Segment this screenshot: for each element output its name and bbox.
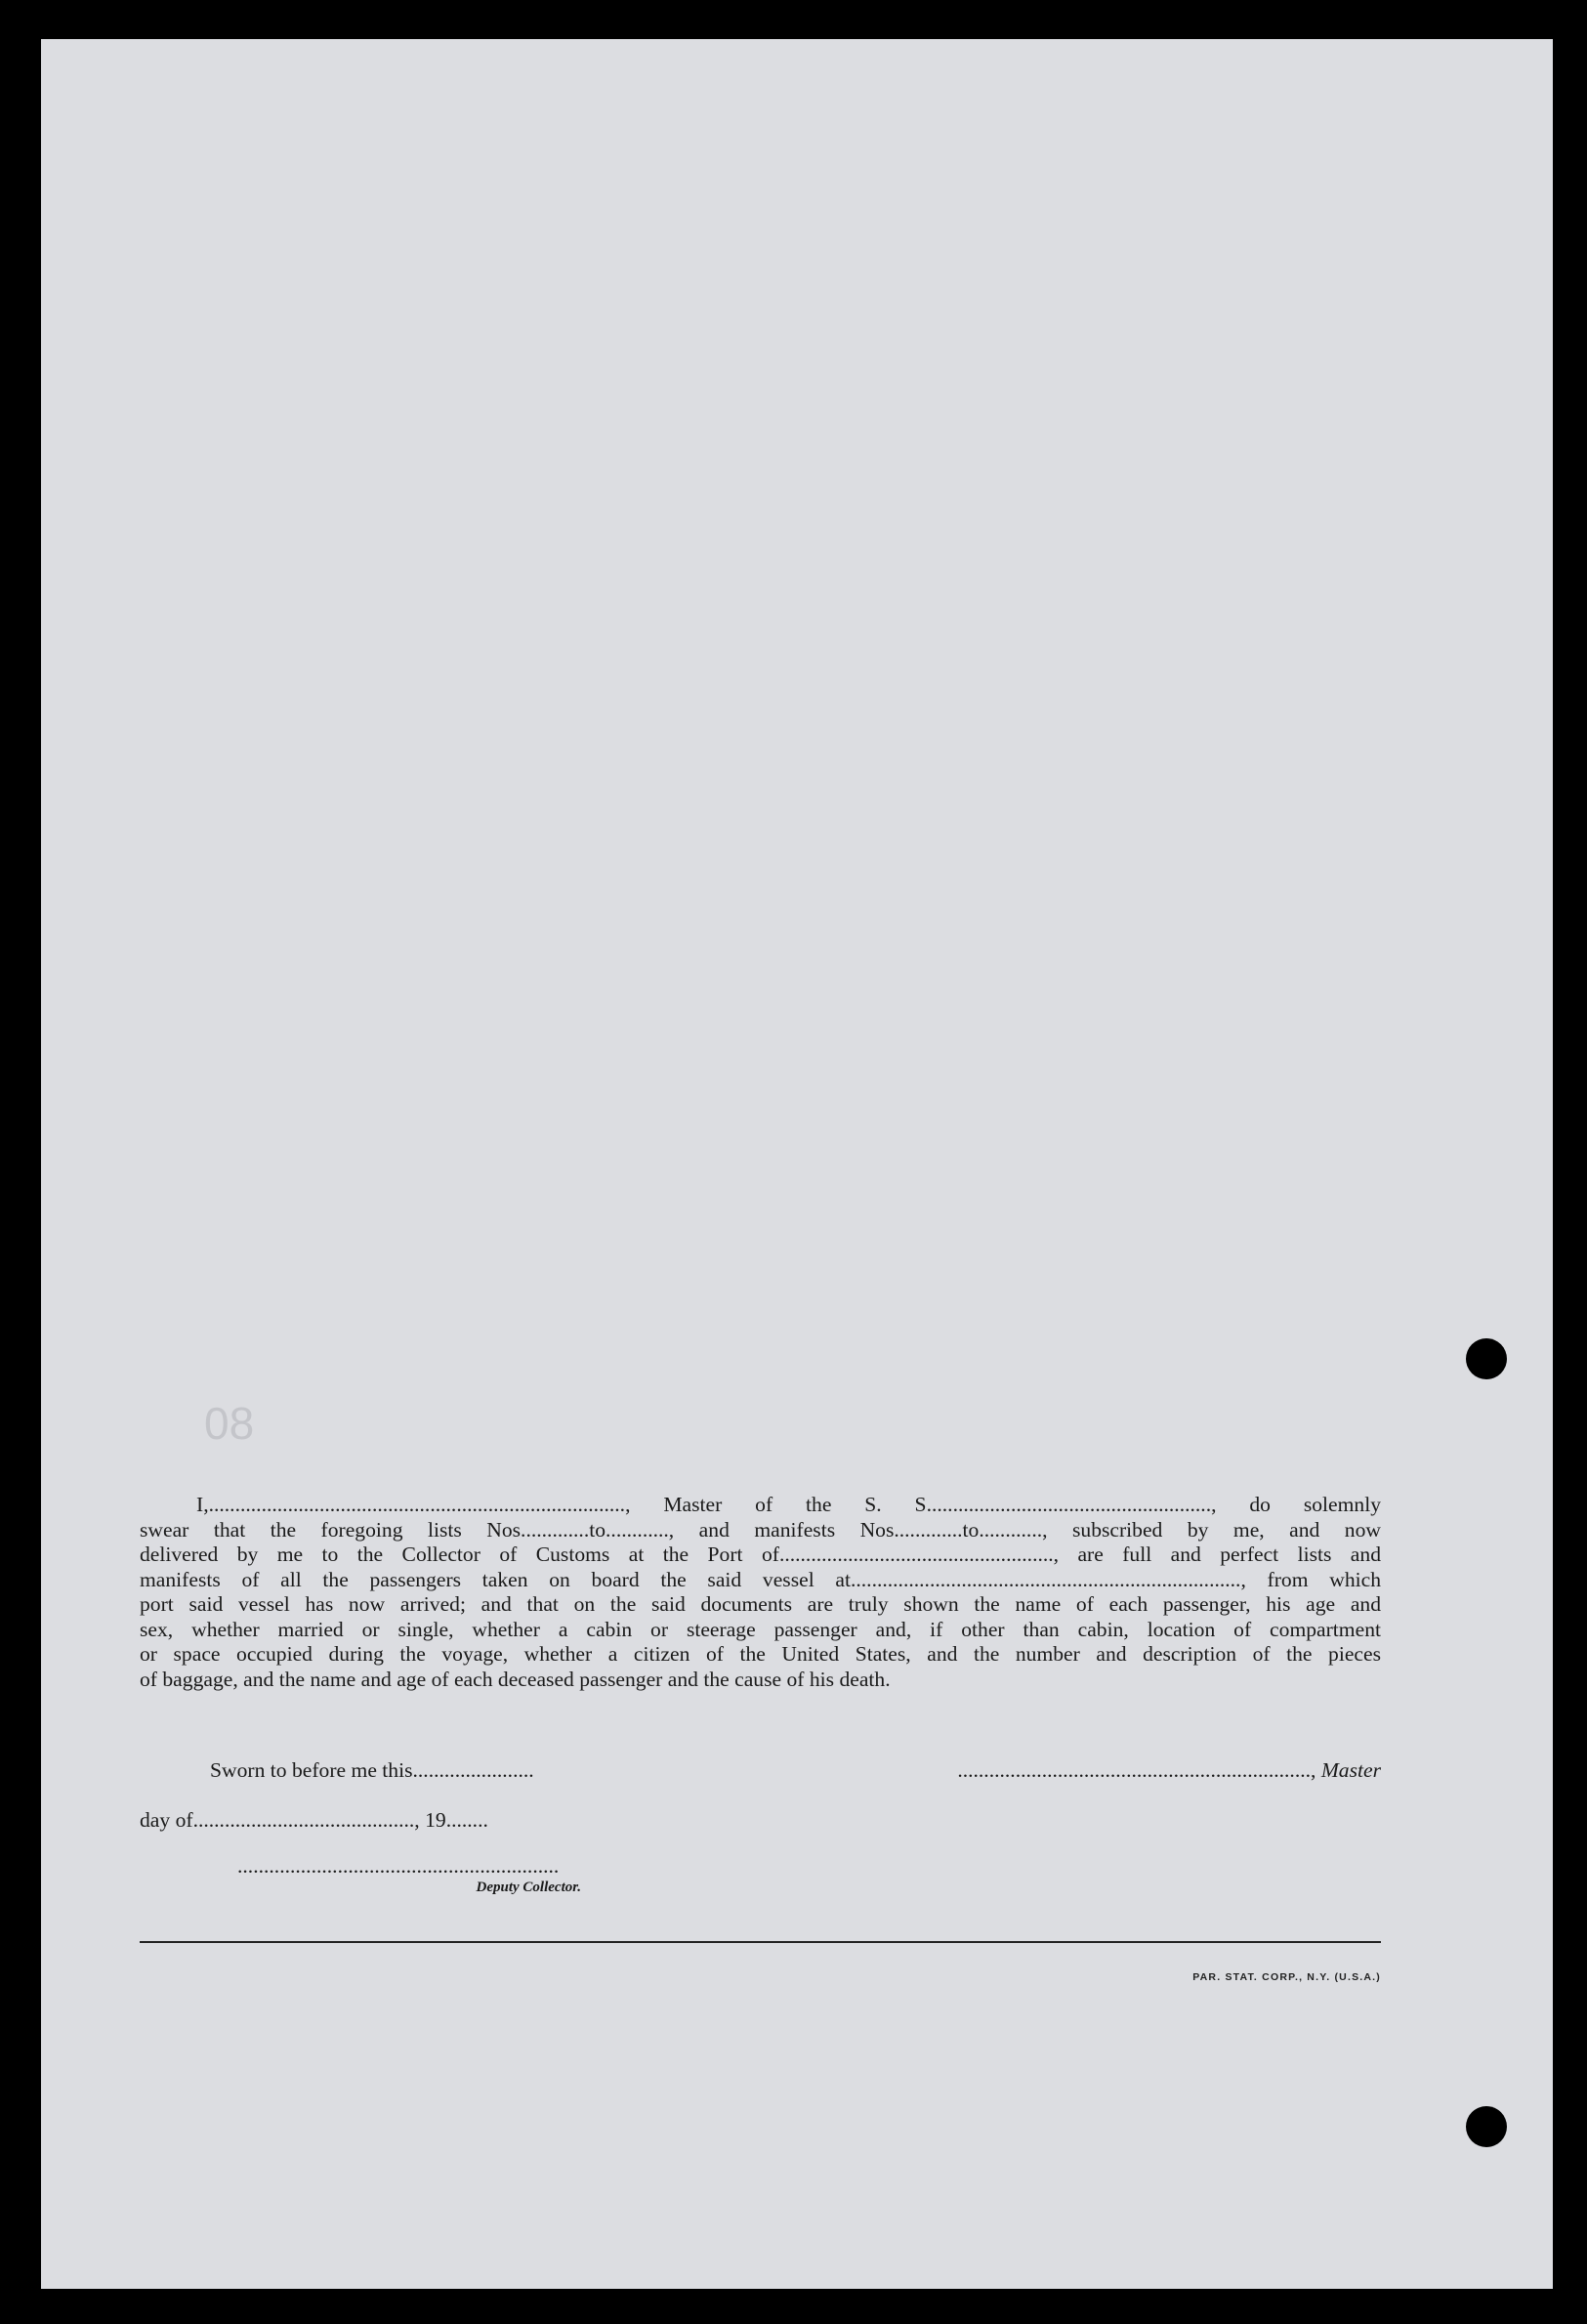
oath-line-3: delivered by me to the Collector of Customs at the Port of...................................................., are full and perfect lists and	[140, 1542, 1381, 1566]
oath-line-1: I,..............................................................................., Master of the S. S......................................................, do solemnly	[196, 1493, 1381, 1516]
sworn-before-line: Sworn to before me this.......................	[210, 1758, 534, 1782]
footer-rule	[140, 1941, 1381, 1943]
oath-line-7: or space occupied during the voyage, whether a citizen of the United States, and the number and description of the pieces	[140, 1642, 1381, 1666]
printer-imprint: PAR. STAT. CORP., N.Y. (U.S.A.)	[1192, 1971, 1381, 1983]
master-dots: ...................................................................,	[957, 1758, 1316, 1782]
punch-hole-upper	[1466, 1338, 1507, 1379]
master-signature-line	[914, 1758, 1381, 1783]
deputy-collector-label: Deputy Collector.	[476, 1880, 581, 1895]
faint-bleed-through-mark: 08	[204, 1398, 255, 1449]
oath-line-6: sex, whether married or single, whether a cabin or steerage passenger and, if other than cabin, location of compartment	[140, 1617, 1381, 1641]
manifest-page	[41, 39, 1553, 2289]
oath-line-5: port said vessel has now arrived; and that on the said documents are truly shown the name of each passenger, his age and	[140, 1592, 1381, 1616]
deputy-signature-dots: .............................................................	[237, 1854, 560, 1878]
oath-line-8: of baggage, and the name and age of each deceased passenger and the cause of his death.	[140, 1667, 891, 1691]
oath-line-2: swear that the foregoing lists Nos.............to............, and manifests Nos.............to............, subscribed by me, and now	[140, 1517, 1381, 1542]
punch-hole-lower	[1466, 2106, 1507, 2147]
master-oath-paragraph	[140, 1493, 1381, 1692]
day-of-line: day of.........................................., 19........	[140, 1808, 488, 1832]
oath-line-4: manifests of all the passengers taken on board the said vessel at.........................................................................., from which	[140, 1567, 1381, 1591]
master-label: Master	[1320, 1758, 1381, 1782]
